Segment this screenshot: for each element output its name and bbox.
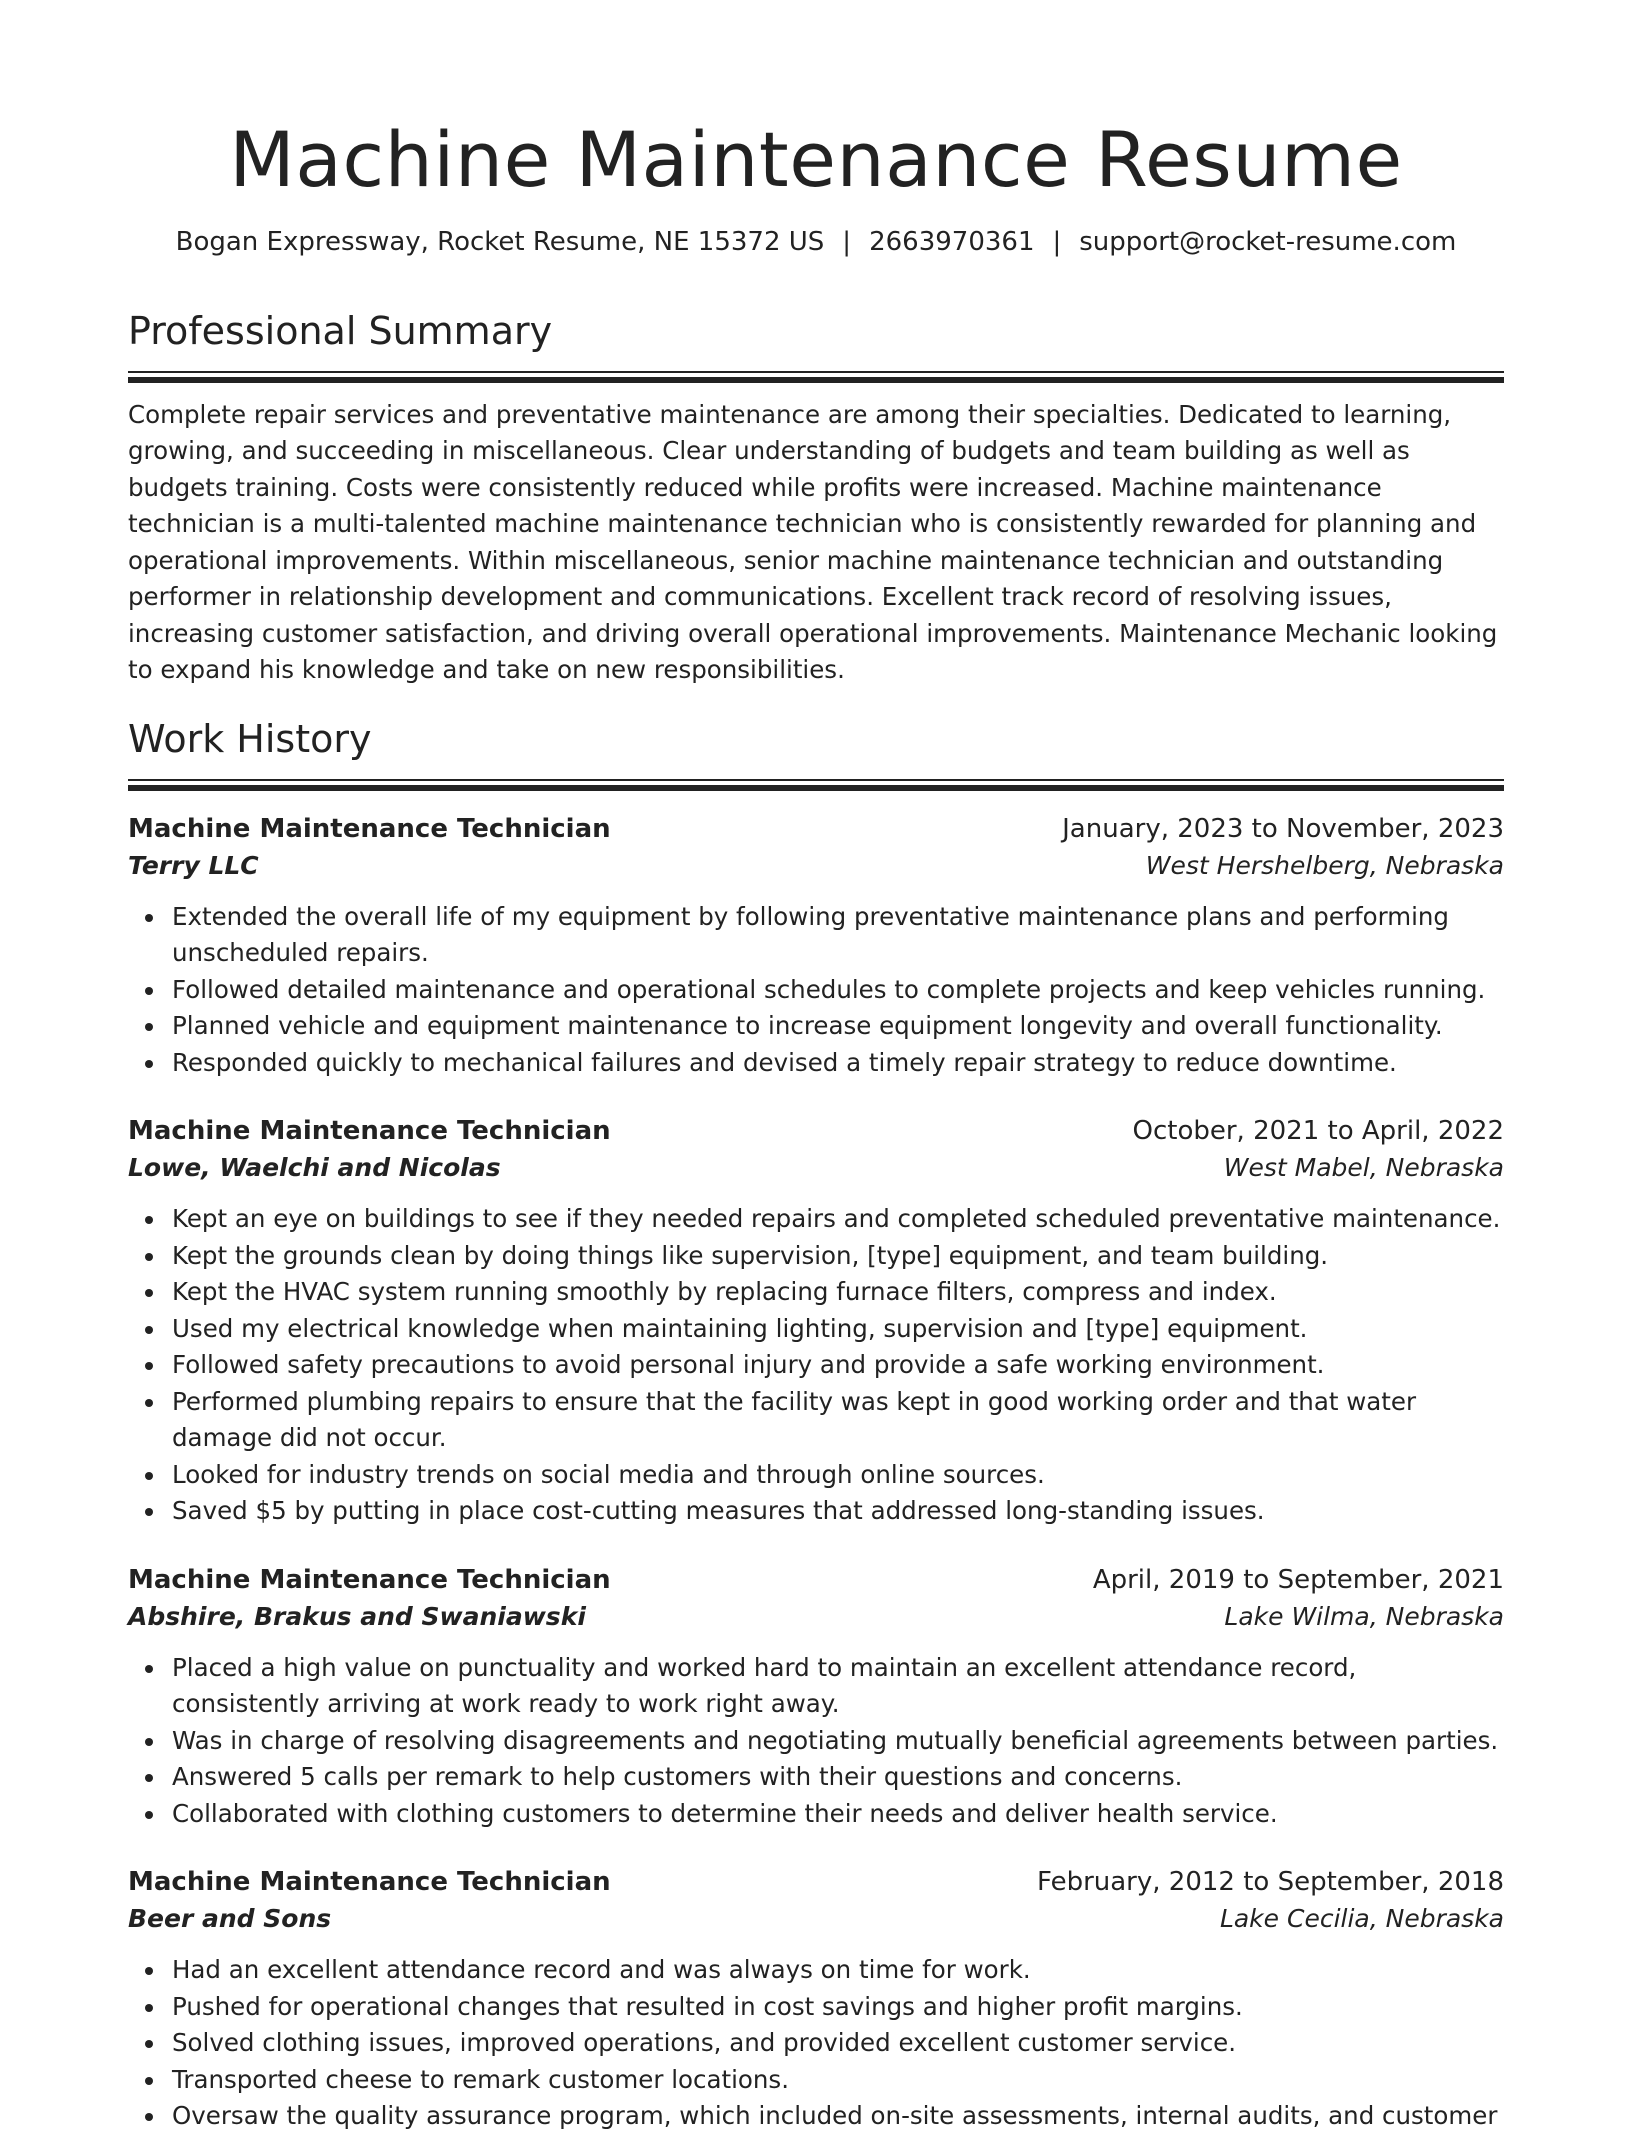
job-entry — [128, 1864, 1504, 2135]
job-header — [128, 1864, 1504, 1900]
job-bullet: Followed detailed maintenance and operational schedules to complete projects and keep vehicles running. — [128, 972, 1504, 1009]
job-dates: April, 2019 to September, 2021 — [1092, 1564, 1504, 1595]
job-company: Terry LLC — [128, 850, 259, 880]
job-title: Machine Maintenance Technician — [128, 1564, 611, 1595]
job-bullet: Planned vehicle and equipment maintenance to increase equipment longevity and overall functionality. — [128, 1008, 1504, 1045]
job-entry — [128, 1113, 1504, 1530]
job-location: West Mabel, Nebraska — [1223, 1153, 1504, 1183]
job-bullet: Responded quickly to mechanical failures and devised a timely repair strategy to reduce downtime. — [128, 1045, 1504, 1082]
job-bullet: Placed a high value on punctuality and worked hard to maintain an excellent attendance record, consistently arriving at work ready to work right away. — [128, 1650, 1504, 1723]
job-bullet: Solved clothing issues, improved operations, and provided excellent customer service. — [128, 2025, 1504, 2062]
resume-title: Machine Maintenance Resume — [229, 115, 1403, 204]
job-bullet: Answered 5 calls per remark to help customers with their questions and concerns. — [128, 1759, 1504, 1796]
professional-summary-section — [128, 309, 1504, 689]
job-bullet: Transported cheese to remark customer locations. — [128, 2062, 1504, 2099]
job-dates: February, 2012 to September, 2018 — [1037, 1867, 1504, 1898]
section-divider — [128, 371, 1504, 383]
job-title: Machine Maintenance Technician — [128, 1116, 611, 1147]
job-bullet: Followed safety precautions to avoid personal injury and provide a safe working environment. — [128, 1347, 1504, 1384]
job-header — [128, 1113, 1504, 1149]
job-bullet: Had an excellent attendance record and was always on time for work. — [128, 1952, 1504, 1989]
job-bullet: Performed plumbing repairs to ensure that the facility was kept in good working order and that water damage did not occur. — [128, 1384, 1504, 1457]
contact-separator: | — [842, 226, 852, 257]
section-heading: Professional Summary — [128, 309, 553, 354]
contact-phone: 2663970361 — [869, 226, 1035, 257]
job-company: Abshire, Brakus and Swaniawski — [128, 1601, 586, 1631]
job-bullet: Extended the overall life of my equipment by following preventative maintenance plans and performing unscheduled repairs. — [128, 899, 1504, 972]
job-title: Machine Maintenance Technician — [128, 1867, 611, 1898]
job-location: West Hershelberg, Nebraska — [1145, 850, 1504, 880]
job-bullet-list — [128, 899, 1504, 1082]
job-entry — [128, 811, 1504, 1082]
job-bullet: Looked for industry trends on social media and through online sources. — [128, 1457, 1504, 1494]
job-title: Machine Maintenance Technician — [128, 813, 611, 844]
job-subheader — [128, 1900, 1504, 1938]
job-location: Lake Cecilia, Nebraska — [1219, 1904, 1504, 1934]
job-header — [128, 1562, 1504, 1598]
job-bullet: Kept the grounds clean by doing things like supervision, [type] equipment, and team building. — [128, 1238, 1504, 1275]
job-subheader — [128, 1149, 1504, 1187]
job-bullet: Pushed for operational changes that resulted in cost savings and higher profit margins. — [128, 1989, 1504, 2026]
job-entry — [128, 1562, 1504, 1833]
job-company: Lowe, Waelchi and Nicolas — [128, 1153, 501, 1183]
job-location: Lake Wilma, Nebraska — [1224, 1601, 1504, 1631]
job-bullet-list — [128, 1201, 1504, 1530]
job-bullet: Was in charge of resolving disagreements and negotiating mutually beneficial agreements between parties. — [128, 1723, 1504, 1760]
contact-line — [128, 226, 1504, 260]
section-heading: Work History — [128, 716, 372, 761]
job-bullet: Kept an eye on buildings to see if they needed repairs and completed scheduled preventative maintenance. — [128, 1201, 1504, 1238]
contact-email: support@rocket-resume.com — [1079, 226, 1457, 257]
job-subheader — [128, 1598, 1504, 1636]
job-bullet: Oversaw the quality assurance program, which included on-site assessments, internal audits, and customer — [128, 2098, 1504, 2135]
job-dates: October, 2021 to April, 2022 — [1132, 1116, 1504, 1147]
job-bullet: Collaborated with clothing customers to determine their needs and deliver health service. — [128, 1796, 1504, 1833]
work-history-section — [128, 717, 1504, 2135]
job-dates: January, 2023 to November, 2023 — [1062, 813, 1504, 844]
contact-address: Bogan Expressway, Rocket Resume, NE 15372 US — [175, 226, 825, 257]
job-header — [128, 811, 1504, 847]
job-bullet: Used my electrical knowledge when maintaining lighting, supervision and [type] equipment. — [128, 1311, 1504, 1348]
job-bullet: Saved $5 by putting in place cost-cutting measures that addressed long-standing issues. — [128, 1493, 1504, 1530]
job-subheader — [128, 847, 1504, 885]
job-bullet-list — [128, 1650, 1504, 1833]
job-company: Beer and Sons — [128, 1904, 332, 1934]
job-bullet: Kept the HVAC system running smoothly by replacing furnace filters, compress and index. — [128, 1274, 1504, 1311]
summary-paragraph: Complete repair services and preventative maintenance are among their specialties. Dedicated to learning, growing, and succeeding in miscellaneous. Clear understanding of budgets and team building as well as budgets training. Costs were consistently reduced while profits were increased. Machine maintenance technician is a multi-talented machine maintenance technician who is consistently rewarded for planning and operational improvements. Within miscellaneous, senior machine maintenance technician and outstanding performer in relationship development and communications. Excellent track record of resolving issues, increasing customer satisfaction, and driving overall operational improvements. Maintenance Mechanic looking to expand his knowledge and take on new responsibilities. — [128, 399, 1498, 685]
contact-separator: | — [1052, 226, 1062, 257]
section-divider — [128, 779, 1504, 791]
job-bullet-list — [128, 1952, 1504, 2135]
